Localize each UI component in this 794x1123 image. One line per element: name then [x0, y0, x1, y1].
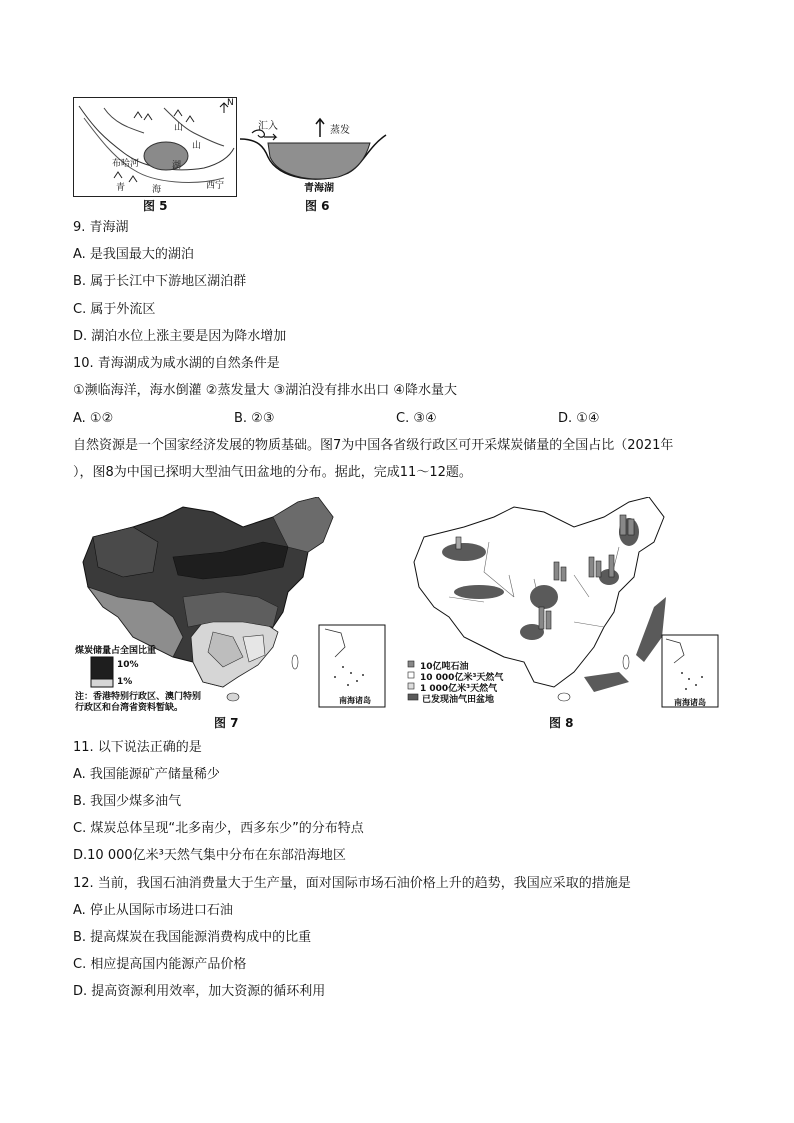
q9-option-d: D. 湖泊水位上涨主要是因为降水增加 — [73, 329, 287, 344]
figure-8-map — [404, 497, 720, 709]
question-11-stem: 11. 以下说法正确的是 — [73, 740, 202, 755]
figure-7-caption: 图 7 — [214, 716, 239, 730]
figure-8-caption: 图 8 — [549, 716, 574, 730]
q9-option-a: A. 是我国最大的湖泊 — [73, 247, 194, 262]
fig8-legend-oil: 10亿吨石油 — [420, 662, 469, 672]
q11-option-d: D.10 000亿米³天然气集中分布在东部沿海地区 — [73, 848, 346, 863]
q12-option-a: A. 停止从国际市场进口石油 — [73, 903, 233, 918]
evaporation-label: 蒸发 — [330, 125, 350, 136]
fig7-note-line-2: 行政区和台湾省资料暂缺。 — [75, 703, 184, 713]
q9-option-c: C. 属于外流区 — [73, 302, 156, 317]
q10-option-c: C. ③④ — [396, 411, 437, 426]
lake-label: 湖 — [172, 161, 182, 171]
q11-option-b: B. 我国少煤多油气 — [73, 794, 182, 809]
mountain-label-1: 山 — [174, 123, 184, 133]
fig8-legend-gas-small: 1 000亿米³天然气 — [420, 684, 498, 694]
q9-option-b: B. 属于长江中下游地区湖泊群 — [73, 274, 247, 289]
qinghai-lake-label: 青海湖 — [304, 183, 334, 194]
figure-7-map — [73, 497, 391, 713]
qing-label: 青 — [116, 183, 126, 193]
question-10-stem: 10. 青海湖成为咸水湖的自然条件是 — [73, 356, 280, 371]
q10-option-b: B. ②③ — [234, 411, 275, 426]
figure-5-map — [73, 97, 237, 197]
intro-line-1: 自然资源是一个国家经济发展的物质基础。图7为中国各省级行政区可开采煤炭储量的全国占比（2021年 — [73, 438, 674, 453]
fig8-inset-label: 南海诸岛 — [674, 698, 706, 707]
mountain-label-2: 山 — [192, 141, 202, 151]
fig7-legend-low: 1% — [117, 677, 133, 687]
question-9-stem: 9. 青海湖 — [73, 220, 129, 235]
intro-line-2: ），图8为中国已探明大型油气田盆地的分布。据此，完成11～12题。 — [73, 465, 472, 480]
figure-5-caption: 图 5 — [143, 199, 168, 213]
fig7-legend-high: 10% — [117, 660, 139, 670]
question-12-stem: 12. 当前，我国石油消费量大于生产量，面对国际市场石油价格上升的趋势，我国应采取的措施是 — [73, 876, 631, 891]
qinghai-lake-shape — [144, 142, 188, 170]
fig8-legend-basin: 已发现油气田盆地 — [422, 695, 495, 705]
fig7-inset-label: 南海诸岛 — [339, 696, 371, 705]
xining-label: 西宁 — [206, 181, 225, 191]
q10-conditions: ①濒临海洋，海水倒灌 ②蒸发量大 ③湖泊没有排水出口 ④降水量大 — [73, 383, 458, 398]
q12-option-d: D. 提高资源利用效率，加大资源的循环利用 — [73, 984, 326, 999]
fig7-legend-title: 煤炭储量占全国比重 — [75, 646, 157, 656]
q11-option-a: A. 我国能源矿产储量稀少 — [73, 767, 220, 782]
q11-option-c: C. 煤炭总体呈现“北多南少，西多东少”的分布特点 — [73, 821, 364, 836]
q10-option-d: D. ①④ — [558, 411, 600, 426]
hai-label: 海 — [152, 185, 162, 195]
q10-option-a: A. ①② — [73, 411, 114, 426]
q12-option-c: C. 相应提高国内能源产品价格 — [73, 957, 247, 972]
fig7-note-line-1: 注：香港特别行政区、澳门特别 — [75, 692, 202, 702]
river-label: 布哈河 — [112, 159, 140, 169]
q12-option-b: B. 提高煤炭在我国能源消费构成中的比重 — [73, 930, 312, 945]
fig8-legend-gas-large: 10 000亿米³天然气 — [420, 673, 504, 683]
figure-6-diagram — [238, 117, 388, 195]
figure-6-caption: 图 6 — [305, 199, 330, 213]
inflow-label: 汇入 — [258, 121, 278, 132]
north-label: N — [227, 98, 234, 108]
